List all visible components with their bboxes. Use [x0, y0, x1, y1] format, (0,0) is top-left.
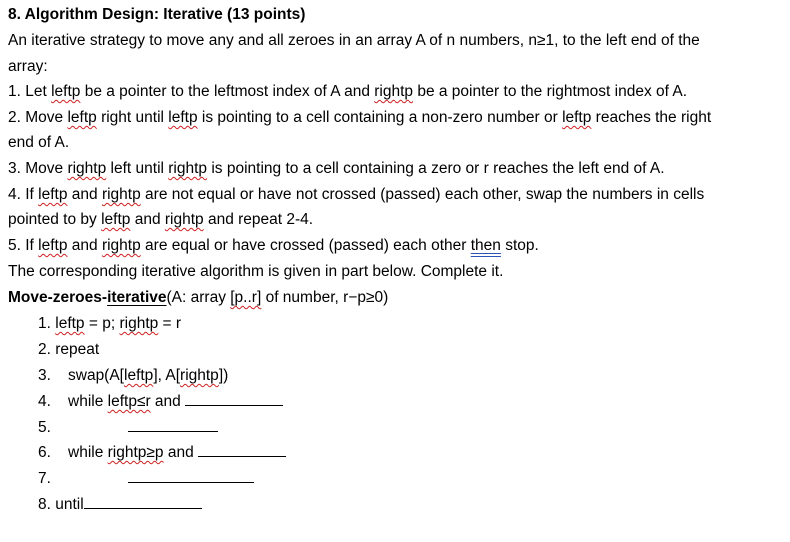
algo-line-6: 6. while rightp≥p and: [38, 442, 286, 463]
step-1: 1. Let leftp be a pointer to the leftmost index of A and rightp be a pointer to the rightmost index of A.: [8, 83, 688, 100]
intro-paragraph-cont: array:: [8, 58, 48, 75]
step-5: 5. If leftp and rightp are equal or have crossed (passed) each other then stop.: [8, 237, 539, 254]
algo-line-8: 8. until: [38, 494, 202, 515]
step-4-cont: pointed to by leftp and rightp and repeat 2-4.: [8, 211, 314, 228]
answer-blank-6[interactable]: [198, 442, 286, 457]
instruction: The corresponding iterative algorithm is given in part below. Complete it.: [8, 263, 504, 280]
answer-blank-4[interactable]: [185, 391, 283, 406]
question-title: 8. Algorithm Design: Iterative (13 points): [8, 6, 306, 23]
step-4: 4. If leftp and rightp are not equal or have not crossed (passed) each other, swap the numbers in cells: [8, 186, 705, 203]
algo-line-4: 4. while leftp≤r and: [38, 391, 283, 412]
algo-line-5: 5.: [38, 417, 218, 438]
algo-line-7: 7.: [38, 468, 254, 489]
answer-blank-5[interactable]: [128, 417, 218, 432]
algo-line-2: 2. repeat: [38, 341, 100, 358]
answer-blank-8[interactable]: [84, 494, 202, 509]
intro-paragraph: An iterative strategy to move any and all zeroes in an array A of n numbers, n≥1, to the left end of the: [8, 32, 700, 49]
algorithm-signature: Move-zeroes-iterative(A: array [p..r] of number, r−p≥0): [8, 289, 389, 306]
step-3: 3. Move rightp left until rightp is pointing to a cell containing a zero or r reaches the left end of A.: [8, 160, 665, 177]
step-2: 2. Move leftp right until leftp is pointing to a cell containing a non-zero number or leftp reaches the right: [8, 109, 712, 126]
answer-blank-7[interactable]: [128, 468, 254, 483]
algo-line-1: 1. leftp = p; rightp = r: [38, 315, 182, 332]
algo-line-3: 3. swap(A[leftp], A[rightp]): [38, 367, 229, 384]
step-2-cont: end of A.: [8, 134, 70, 151]
